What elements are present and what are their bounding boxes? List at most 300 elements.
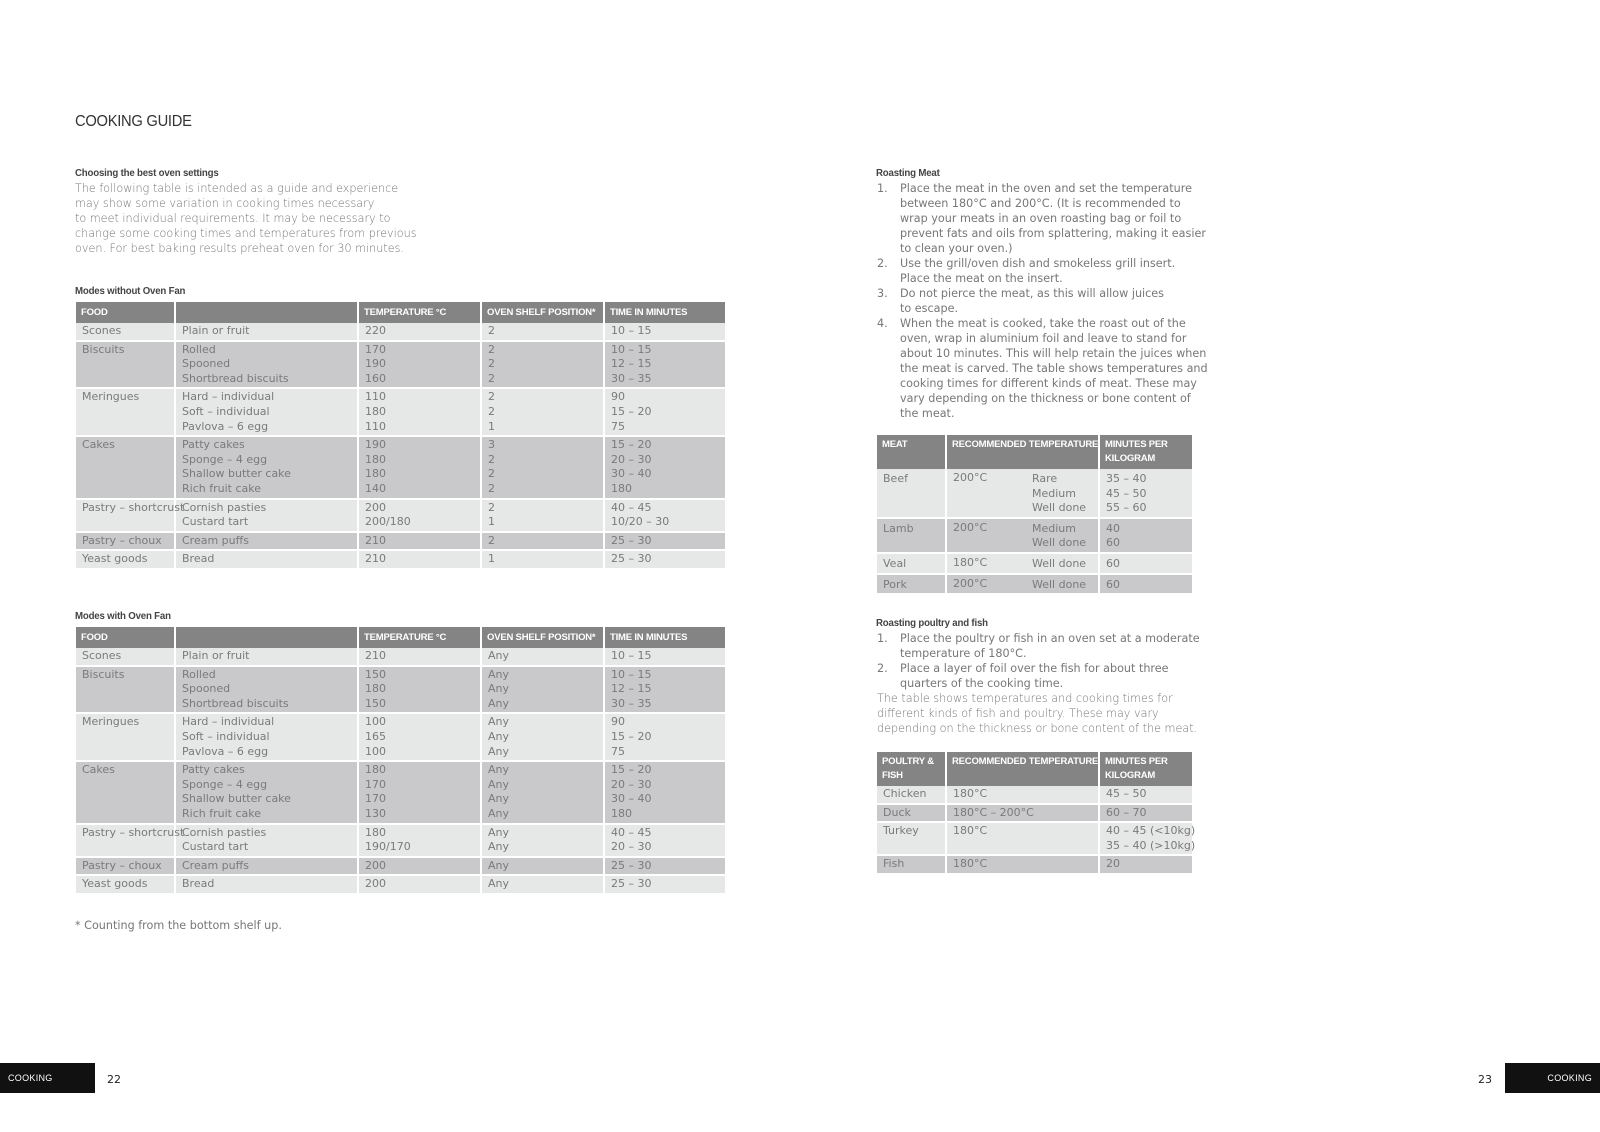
- time-cell-line: 30 – 40: [611, 792, 652, 806]
- table-row: [76, 388, 726, 436]
- temperature-cell-line: 180: [365, 467, 386, 481]
- roasting-poultry-heading: Roasting poultry and fish: [876, 617, 988, 629]
- minutes-cell: [1099, 786, 1193, 804]
- shelf-cell: [481, 648, 604, 666]
- item-cell: [175, 666, 358, 714]
- item-cell-line: Hard – individual: [182, 715, 275, 729]
- time-cell-line: 10 – 15: [611, 342, 652, 356]
- shelf-cell-line: 2: [488, 404, 495, 418]
- time-cell: [604, 323, 726, 341]
- time-cell-line: 180: [611, 806, 632, 820]
- temperature-cell: [358, 499, 481, 532]
- meat-cell: Lamb: [877, 518, 946, 553]
- shelf-cell-line: Any: [488, 825, 510, 839]
- poultry-cell: Fish: [877, 855, 946, 874]
- table-row: [76, 857, 726, 876]
- intro-line: The following table is intended as a guide and experience: [75, 182, 399, 195]
- table-row: [877, 469, 1193, 518]
- step-item: [877, 631, 1200, 661]
- time-cell-line: 10 – 15: [611, 667, 652, 681]
- column-header: OVEN SHELF POSITION*: [481, 627, 604, 648]
- page-number-right: 23: [1478, 1073, 1492, 1086]
- step-line: oven, wrap in aluminium foil and leave to stand for: [900, 332, 1187, 345]
- column-header: TIME IN MINUTES: [604, 302, 726, 323]
- item-cell: [175, 875, 358, 894]
- minutes-line: 55 – 60: [1106, 501, 1147, 515]
- doneness-line: Well done: [1032, 536, 1087, 550]
- table-row: [76, 436, 726, 498]
- shelf-cell: [481, 532, 604, 551]
- shelf-cell-line: 2: [488, 357, 495, 371]
- food-cell: Biscuits: [76, 341, 175, 389]
- step-line: Place the poultry or fish in an oven set at a moderate: [900, 632, 1200, 645]
- roasting-meat-heading: Roasting Meat: [876, 167, 940, 179]
- table-row: [877, 804, 1193, 823]
- time-cell: [604, 388, 726, 436]
- step-item: [877, 316, 1208, 421]
- temperature-cell-line: 200/180: [365, 515, 411, 529]
- step-line: Place the meat in the oven and set the temperature: [900, 182, 1192, 195]
- item-cell: [175, 857, 358, 876]
- time-cell-line: 40 – 45: [611, 500, 652, 514]
- shelf-cell-line: Any: [488, 744, 510, 758]
- step-line: between 180°C and 200°C. (It is recommended to: [900, 197, 1181, 210]
- shelf-cell-line: 1: [488, 419, 495, 433]
- table-row: [877, 822, 1193, 855]
- step-line: vary depending on the thickness or bone content of: [900, 392, 1191, 405]
- temperature-cell-line: 170: [365, 342, 386, 356]
- time-cell-line: 10 – 15: [611, 649, 652, 662]
- page-number-left: 22: [107, 1073, 121, 1086]
- time-cell: [604, 824, 726, 857]
- table-row: [76, 532, 726, 551]
- temperature-value: 180°C: [953, 555, 988, 569]
- step-line: the meat is carved. The table shows temperatures and: [900, 362, 1208, 375]
- doneness-list: [1032, 472, 1092, 516]
- minutes-cell: [1099, 804, 1193, 823]
- step-line: temperature of 180°C.: [900, 647, 1027, 660]
- shelf-cell-line: 1: [488, 552, 495, 566]
- time-cell-line: 15 – 20: [611, 729, 652, 743]
- item-cell-line: Cream puffs: [182, 858, 249, 872]
- minutes-line: 40 – 45 (<10kg): [1106, 824, 1196, 838]
- meat-table: [877, 435, 1194, 595]
- shelf-cell-line: Any: [488, 696, 510, 710]
- time-cell-line: 15 – 20: [611, 404, 652, 418]
- table-row: [76, 499, 726, 532]
- poultry-table: [877, 752, 1194, 875]
- shelf-cell: [481, 436, 604, 498]
- food-cell: Pastry – choux: [76, 532, 175, 551]
- minutes-line: 40: [1106, 521, 1120, 535]
- shelf-cell-line: 2: [488, 390, 495, 404]
- minutes-line: 60: [1106, 577, 1120, 591]
- food-cell: Scones: [76, 323, 175, 341]
- time-cell-line: 25 – 30: [611, 552, 652, 566]
- time-cell-line: 15 – 20: [611, 438, 652, 452]
- time-cell-line: 180: [611, 481, 632, 495]
- step-line: quarters of the cooking time.: [900, 677, 1064, 690]
- doneness-line: Well done: [1032, 501, 1087, 515]
- footer-section-tab-right: COOKING: [1505, 1063, 1600, 1093]
- temperature-cell-line: 130: [365, 806, 386, 820]
- step-item: [877, 256, 1208, 286]
- temperature-cell: [358, 857, 481, 876]
- time-cell: [604, 550, 726, 569]
- item-cell-line: Bread: [182, 877, 215, 891]
- item-cell-line: Rolled: [182, 667, 216, 681]
- temperature-cell-line: 150: [365, 696, 386, 710]
- item-cell-line: Rich fruit cake: [182, 481, 261, 495]
- item-cell-line: Pavlova – 6 egg: [182, 419, 269, 433]
- step-item: [877, 661, 1200, 691]
- doneness-list: [1032, 522, 1092, 551]
- time-cell-line: 12 – 15: [611, 682, 652, 696]
- column-header: OVEN SHELF POSITION*: [481, 302, 604, 323]
- temperature-cell: [358, 648, 481, 666]
- step-line: about 10 minutes. This will help retain the juices when: [900, 347, 1207, 360]
- doneness-line: Well done: [1032, 556, 1087, 570]
- shelf-cell-line: 2: [488, 533, 495, 547]
- column-header: RECOMMENDED TEMPERATURE: [946, 435, 1099, 469]
- meat-cell: Beef: [877, 469, 946, 518]
- item-cell-line: Patty cakes: [182, 438, 245, 452]
- no-fan-caption: Modes without Oven Fan: [75, 285, 186, 297]
- temperature-cell-line: 180: [365, 404, 386, 418]
- item-cell-line: Soft – individual: [182, 404, 270, 418]
- temperature-cell-line: 190: [365, 357, 386, 371]
- page-title: COOKING GUIDE: [75, 113, 192, 130]
- temperature-cell: [358, 875, 481, 894]
- item-cell-line: Patty cakes: [182, 763, 245, 777]
- temperature-cell: [946, 518, 1099, 553]
- doneness-list: [1032, 578, 1092, 593]
- column-header: MEAT: [877, 435, 946, 469]
- intro-heading: Choosing the best oven settings: [75, 167, 219, 179]
- shelf-cell: [481, 323, 604, 341]
- time-cell-line: 30 – 35: [611, 696, 652, 710]
- item-cell-line: Hard – individual: [182, 390, 275, 404]
- time-cell-line: 25 – 30: [611, 858, 652, 872]
- column-header: [175, 302, 358, 323]
- item-cell: [175, 436, 358, 498]
- shelf-cell-line: Any: [488, 763, 510, 777]
- time-cell-line: 25 – 30: [611, 533, 652, 547]
- item-cell-line: Custard tart: [182, 515, 249, 529]
- step-line: When the meat is cooked, take the roast out of the: [900, 317, 1186, 330]
- temperature-cell: [358, 824, 481, 857]
- column-header: POULTRY & FISH: [877, 752, 946, 786]
- minutes-line: 60: [1106, 536, 1120, 550]
- table-row: [877, 553, 1193, 574]
- time-cell-line: 15 – 20: [611, 763, 652, 777]
- food-cell: Biscuits: [76, 666, 175, 714]
- temperature-cell: [358, 436, 481, 498]
- shelf-cell-line: Any: [488, 877, 510, 891]
- temperature-cell-line: 100: [365, 744, 386, 758]
- temperature-cell: [946, 553, 1099, 574]
- item-cell: [175, 341, 358, 389]
- food-cell: Cakes: [76, 761, 175, 823]
- item-cell-line: Plain or fruit: [182, 649, 250, 662]
- item-cell: [175, 532, 358, 551]
- step-number: 4.: [877, 317, 888, 330]
- shelf-cell: [481, 388, 604, 436]
- time-cell-line: 75: [611, 419, 625, 433]
- doneness-list: [1032, 557, 1092, 572]
- step-number: 2.: [877, 257, 888, 270]
- shelf-cell: [481, 499, 604, 532]
- temperature-cell: [358, 713, 481, 761]
- temperature-cell: [358, 532, 481, 551]
- shelf-cell-line: Any: [488, 649, 510, 662]
- shelf-cell-line: 2: [488, 342, 495, 356]
- minutes-cell: [1099, 518, 1193, 553]
- food-cell: Pastry – shortcrust: [76, 824, 175, 857]
- paragraph-line: depending on the thickness or bone content of the meat.: [877, 722, 1198, 735]
- step-line: Place a layer of foil over the fish for about three: [900, 662, 1169, 675]
- fan-table: [76, 627, 727, 895]
- shelf-cell: [481, 875, 604, 894]
- food-cell: Meringues: [76, 713, 175, 761]
- time-cell: [604, 341, 726, 389]
- temperature-cell-line: 140: [365, 481, 386, 495]
- temperature-cell-line: 150: [365, 667, 386, 681]
- time-cell-line: 20 – 30: [611, 840, 652, 854]
- no-fan-table: [76, 302, 727, 570]
- column-header: MINUTES PER KILOGRAM: [1099, 752, 1193, 786]
- doneness-line: Medium: [1032, 521, 1076, 535]
- item-cell-line: Cream puffs: [182, 533, 249, 547]
- item-cell: [175, 550, 358, 569]
- time-cell: [604, 875, 726, 894]
- temperature-cell-line: 210: [365, 649, 386, 662]
- table-row: [76, 323, 726, 341]
- poultry-paragraph: [877, 691, 1197, 736]
- shelf-cell-line: 2: [488, 371, 495, 385]
- step-line: to escape.: [900, 302, 959, 315]
- step-line: prevent fats and oils from splattering, making it easier: [900, 227, 1206, 240]
- step-line: Place the meat on the insert.: [900, 272, 1063, 285]
- temperature-cell-line: 200: [365, 500, 386, 514]
- minutes-line: 45 – 50: [1106, 787, 1147, 800]
- temperature-cell-line: 200: [365, 858, 386, 872]
- doneness-line: Medium: [1032, 486, 1076, 500]
- item-cell: [175, 713, 358, 761]
- item-cell-line: Spooned: [182, 682, 231, 696]
- time-cell-line: 90: [611, 715, 625, 729]
- step-number: 2.: [877, 662, 888, 675]
- table-row: [76, 824, 726, 857]
- temperature-cell-line: 190/170: [365, 840, 411, 854]
- time-cell-line: 90: [611, 390, 625, 404]
- temperature-cell: 180°C: [946, 786, 1099, 804]
- shelf-cell-line: Any: [488, 858, 510, 872]
- item-cell-line: Cornish pasties: [182, 825, 267, 839]
- paragraph-line: different kinds of fish and poultry. These may vary: [877, 707, 1159, 720]
- temperature-value: 200°C: [953, 576, 988, 590]
- shelf-cell-line: 1: [488, 515, 495, 529]
- column-header: FOOD: [76, 627, 175, 648]
- doneness-line: Well done: [1032, 577, 1087, 591]
- time-cell-line: 40 – 45: [611, 825, 652, 839]
- shelf-cell-line: 2: [488, 467, 495, 481]
- food-cell: Yeast goods: [76, 550, 175, 569]
- shelf-cell-line: Any: [488, 840, 510, 854]
- temperature-cell: [358, 761, 481, 823]
- temperature-cell: 180°C: [946, 855, 1099, 874]
- shelf-cell-line: Any: [488, 806, 510, 820]
- intro-line: may show some variation in cooking times necessary: [75, 197, 375, 210]
- time-cell: [604, 666, 726, 714]
- shelf-cell: [481, 666, 604, 714]
- item-cell-line: Bread: [182, 552, 215, 566]
- minutes-line: 35 – 40 (>10kg): [1106, 838, 1196, 852]
- shelf-cell: [481, 761, 604, 823]
- table-row: [76, 550, 726, 569]
- temperature-cell-line: 165: [365, 729, 386, 743]
- minutes-line: 35 – 40: [1106, 472, 1147, 485]
- temperature-cell-line: 170: [365, 777, 386, 791]
- temperature-cell-line: 110: [365, 419, 386, 433]
- step-line: cooking times for different kinds of meat. These may: [900, 377, 1197, 390]
- table-row: [76, 666, 726, 714]
- temperature-cell: [358, 341, 481, 389]
- time-cell-line: 12 – 15: [611, 357, 652, 371]
- temperature-cell-line: 180: [365, 682, 386, 696]
- table-row: [877, 786, 1193, 804]
- shelf-cell-line: 2: [488, 452, 495, 466]
- time-cell-line: 10/20 – 30: [611, 515, 670, 529]
- temperature-cell-line: 210: [365, 533, 386, 547]
- column-header: TIME IN MINUTES: [604, 627, 726, 648]
- temperature-cell-line: 180: [365, 452, 386, 466]
- temperature-cell-line: 100: [365, 715, 386, 729]
- step-line: to clean your oven.): [900, 242, 1013, 255]
- temperature-cell: [946, 574, 1099, 595]
- item-cell-line: Sponge – 4 egg: [182, 452, 268, 466]
- step-line: Do not pierce the meat, as this will allow juices: [900, 287, 1165, 300]
- item-cell-line: Shortbread biscuits: [182, 371, 289, 385]
- item-cell-line: Spooned: [182, 357, 231, 371]
- roasting-poultry-steps: [877, 631, 1200, 691]
- item-cell-line: Sponge – 4 egg: [182, 777, 268, 791]
- item-cell: [175, 648, 358, 666]
- step-line: Use the grill/oven dish and smokeless grill insert.: [900, 257, 1176, 270]
- temperature-cell: 180°C: [946, 822, 1099, 855]
- table-row: [877, 574, 1193, 595]
- temperature-cell-line: 210: [365, 552, 386, 566]
- table-row: [877, 855, 1193, 874]
- shelf-cell: [481, 550, 604, 569]
- step-line: the meat.: [900, 407, 955, 420]
- poultry-cell: Turkey: [877, 822, 946, 855]
- poultry-cell: Duck: [877, 804, 946, 823]
- meat-cell: Pork: [877, 574, 946, 595]
- shelf-cell-line: Any: [488, 792, 510, 806]
- item-cell-line: Shortbread biscuits: [182, 696, 289, 710]
- temperature-cell-line: 160: [365, 371, 386, 385]
- intro-line: to meet individual requirements. It may be necessary to: [75, 212, 391, 225]
- temperature-cell: 180°C – 200°C: [946, 804, 1099, 823]
- meat-cell: Veal: [877, 553, 946, 574]
- table-row: [76, 713, 726, 761]
- fan-caption: Modes with Oven Fan: [75, 610, 171, 622]
- temperature-cell: [358, 388, 481, 436]
- table-row: [76, 648, 726, 666]
- item-cell: [175, 323, 358, 341]
- time-cell-line: 75: [611, 744, 625, 758]
- item-cell: [175, 824, 358, 857]
- item-cell-line: Rich fruit cake: [182, 806, 261, 820]
- table-row: [76, 875, 726, 894]
- table-row: [877, 518, 1193, 553]
- minutes-line: 60: [1106, 556, 1120, 570]
- temperature-cell-line: 170: [365, 792, 386, 806]
- item-cell: [175, 499, 358, 532]
- time-cell-line: 20 – 30: [611, 777, 652, 791]
- intro-line: oven. For best baking results preheat oven for 30 minutes.: [75, 242, 404, 255]
- shelf-cell-line: Any: [488, 682, 510, 696]
- time-cell: [604, 857, 726, 876]
- table-row: [76, 761, 726, 823]
- shelf-cell: [481, 713, 604, 761]
- time-cell-line: 20 – 30: [611, 452, 652, 466]
- temperature-cell: [358, 323, 481, 341]
- step-number: 1.: [877, 182, 888, 195]
- item-cell-line: Rolled: [182, 342, 216, 356]
- temperature-cell-line: 220: [365, 324, 386, 337]
- time-cell: [604, 761, 726, 823]
- intro-paragraph: [75, 181, 417, 256]
- time-cell-line: 30 – 40: [611, 467, 652, 481]
- minutes-cell: [1099, 469, 1193, 518]
- minutes-line: 60 – 70: [1106, 805, 1147, 819]
- temperature-cell-line: 180: [365, 825, 386, 839]
- temperature-cell-line: 110: [365, 390, 386, 404]
- time-cell: [604, 499, 726, 532]
- item-cell-line: Pavlova – 6 egg: [182, 744, 269, 758]
- poultry-cell: Chicken: [877, 786, 946, 804]
- temperature-value: 200°C: [953, 520, 988, 534]
- roasting-meat-steps: [877, 181, 1208, 421]
- shelf-cell-line: 2: [488, 481, 495, 495]
- shelf-cell: [481, 824, 604, 857]
- minutes-cell: [1099, 553, 1193, 574]
- food-cell: Cakes: [76, 436, 175, 498]
- item-cell: [175, 761, 358, 823]
- shelf-cell-line: 3: [488, 438, 495, 452]
- item-cell-line: Cornish pasties: [182, 500, 267, 514]
- food-cell: Pastry – choux: [76, 857, 175, 876]
- shelf-cell: [481, 857, 604, 876]
- paragraph-line: The table shows temperatures and cooking times for: [877, 692, 1173, 705]
- temperature-value: 200°C: [953, 471, 988, 484]
- shelf-cell-line: Any: [488, 729, 510, 743]
- item-cell-line: Shallow butter cake: [182, 792, 291, 806]
- column-header: TEMPERATURE °C: [358, 627, 481, 648]
- food-cell: Meringues: [76, 388, 175, 436]
- doneness-line: Rare: [1032, 472, 1058, 485]
- temperature-cell: [358, 666, 481, 714]
- minutes-cell: [1099, 855, 1193, 874]
- minutes-cell: [1099, 574, 1193, 595]
- item-cell-line: Custard tart: [182, 840, 249, 854]
- item-cell: [175, 388, 358, 436]
- shelf-cell-line: Any: [488, 777, 510, 791]
- food-cell: Yeast goods: [76, 875, 175, 894]
- food-cell: Scones: [76, 648, 175, 666]
